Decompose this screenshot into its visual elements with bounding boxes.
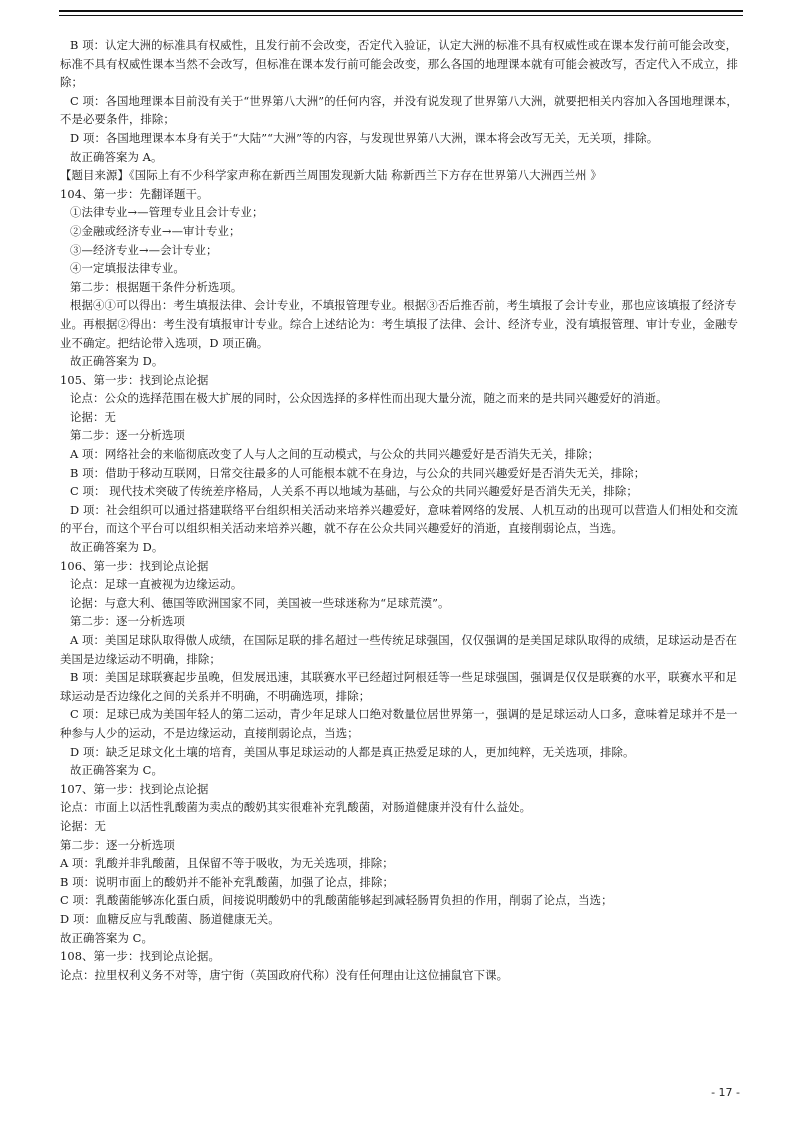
paragraph: 故正确答案为 A。 <box>70 149 163 164</box>
paragraph: 故正确答案为 D。 <box>70 540 164 555</box>
paragraph: A 项：乳酸并非乳酸菌，且保留不等于吸收，为无关选项，排除； <box>60 856 394 871</box>
paragraph: C 项：足球已成为美国年轻人的第二运动，青少年足球人口绝对数量位居世界第一，强调的是足球运动人口多，意味着足球并不是一种参与人少的运动，不是边缘运动，直接削弱论点，当选； <box>60 707 738 740</box>
paragraph: 论点：公众的选择范围在极大扩展的同时，公众因选择的多样性而出现大量分流，随之而来的是共同兴趣爱好的消逝。 <box>70 391 668 406</box>
paragraph: 105、第一步：找到论点论据 <box>60 372 209 387</box>
page-number: - 17 - <box>711 1086 740 1099</box>
paragraph: 第二步：逐一分析选项 <box>60 837 175 852</box>
paragraph: 第二步：根据题干条件分析选项。 <box>70 279 243 294</box>
paragraph: 104、第一步：先翻译题干。 <box>60 186 209 201</box>
paragraph: 第二步：逐一分析选项 <box>70 614 185 629</box>
paragraph: B 项：美国足球联赛起步虽晚，但发展迅速，其联赛水平已经超过阿根廷等一些足球强国，强调是仅仅是联赛的水平，联赛水平和足球运动是否边缘化之间的关系并不明确，不明确选项，排除； <box>60 670 738 703</box>
header-rule-thick <box>59 10 743 12</box>
paragraph: 故正确答案为 D。 <box>70 354 164 369</box>
paragraph: 第二步：逐一分析选项 <box>70 428 185 443</box>
paragraph: 故正确答案为 C。 <box>70 763 163 778</box>
paragraph: 根据④①可以得出：考生填报法律、会计专业，不填报管理专业。根据③否后推否前，考生填报了会计专业，那也应该填报了经济专业。再根据②得出：考生没有填报审计专业。综合上述结论为：考生填报了法律、会计、经济专业，没有填报管理、审计专业，金融专业不确定。把结论带入选项，D 项正确。 <box>60 298 738 350</box>
document-body <box>60 36 744 984</box>
paragraph: ④一定填报法律专业。 <box>70 261 185 276</box>
paragraph: A 项：网络社会的来临彻底改变了人与人之间的互动模式，与公众的共同兴趣爱好是否消失无关，排除； <box>70 447 600 462</box>
paragraph: B 项：认定大洲的标准具有权威性，且发行前不会改变，否定代入验证，认定大洲的标准不具有权威性或在课本发行前可能会改变，标准不具有权威性课本当然不会改写，但标准在课本发行前可能会改变，那么各国的地理课本就有可能会被改写，否定代入不成立，排除； <box>60 38 738 90</box>
paragraph: ②金融或经济专业→—审计专业； <box>70 223 241 238</box>
paragraph: 【题目来源】《国际上有不少科学家声称在新西兰周围发现新大陆 称新西兰下方存在世界第八大洲西兰州 》 <box>60 168 602 183</box>
paragraph: 论据：无 <box>60 818 106 833</box>
header-rule-thin <box>59 15 743 16</box>
paragraph: ③—经济专业→—会计专业； <box>70 242 218 257</box>
paragraph: 论据：与意大利、德国等欧洲国家不同，美国被一些球迷称为“足球荒漠”。 <box>70 595 450 610</box>
paragraph: C 项：各国地理课本目前没有关于“世界第八大洲”的任何内容，并没有说发现了世界第八大洲，就要把相关内容加入各国地理课本，不是必要条件，排除； <box>60 93 738 127</box>
paragraph: 故正确答案为 C。 <box>60 930 153 945</box>
paragraph: 论点：市面上以活性乳酸菌为卖点的酸奶其实很难补充乳酸菌，对肠道健康并没有什么益处。 <box>60 800 532 815</box>
paragraph: A 项：美国足球队取得傲人成绩，在国际足联的排名超过一些传统足球强国，仅仅强调的是美国足球队取得的成绩，足球运动是否在美国是边缘运动不明确，排除； <box>60 633 738 666</box>
paragraph: 论据：无 <box>70 409 116 424</box>
paragraph: D 项：缺乏足球文化土壤的培育，美国从事足球运动的人都是真正热爱足球的人，更加纯粹，无关选项，排除。 <box>70 744 635 759</box>
paragraph: D 项：血糖反应与乳酸菌、肠道健康无关。 <box>60 911 280 926</box>
paragraph: 论点：拉里权利义务不对等，唐宁街（英国政府代称）没有任何理由让这位捕鼠官下课。 <box>60 967 509 982</box>
paragraph: C 项：乳酸菌能够冻化蛋白质，间接说明酸奶中的乳酸菌能够起到减轻肠胃负担的作用，削弱了论点，当选； <box>60 893 613 908</box>
paragraph: C 项： 现代技术突破了传统差序格局，人关系不再以地域为基础，与公众的共同兴趣爱好是否消失无关，排除； <box>70 484 638 499</box>
paragraph: D 项：各国地理课本本身有关于“大陆”“大洲”等的内容，与发现世界第八大洲，课本将会改写无关，无关项，排除。 <box>70 130 659 145</box>
paragraph: 107、第一步：找到论点论据 <box>60 781 209 796</box>
paragraph: 108、第一步：找到论点论据。 <box>60 949 220 964</box>
paragraph: 论点：足球一直被视为边缘运动。 <box>70 577 243 592</box>
paragraph: B 项：说明市面上的酸奶并不能补充乳酸菌，加强了论点，排除； <box>60 874 394 889</box>
paragraph: B 项：借助于移动互联网，日常交往最多的人可能根本就不在身边，与公众的共同兴趣爱好是否消失无关，排除； <box>70 465 646 480</box>
paragraph: D 项：社会组织可以通过搭建联络平台组织相关活动来培养兴趣爱好，意味着网络的发展、人机互动的出现可以营造人们相处和交流的平台，而这个平台可以组织相关活动来培养兴趣，就不存在公众共同兴趣爱好的消逝，直接削弱论点，当选。 <box>60 502 738 536</box>
paragraph: ①法律专业→—管理专业且会计专业； <box>70 205 264 220</box>
paragraph: 106、第一步：找到论点论据 <box>60 558 209 573</box>
